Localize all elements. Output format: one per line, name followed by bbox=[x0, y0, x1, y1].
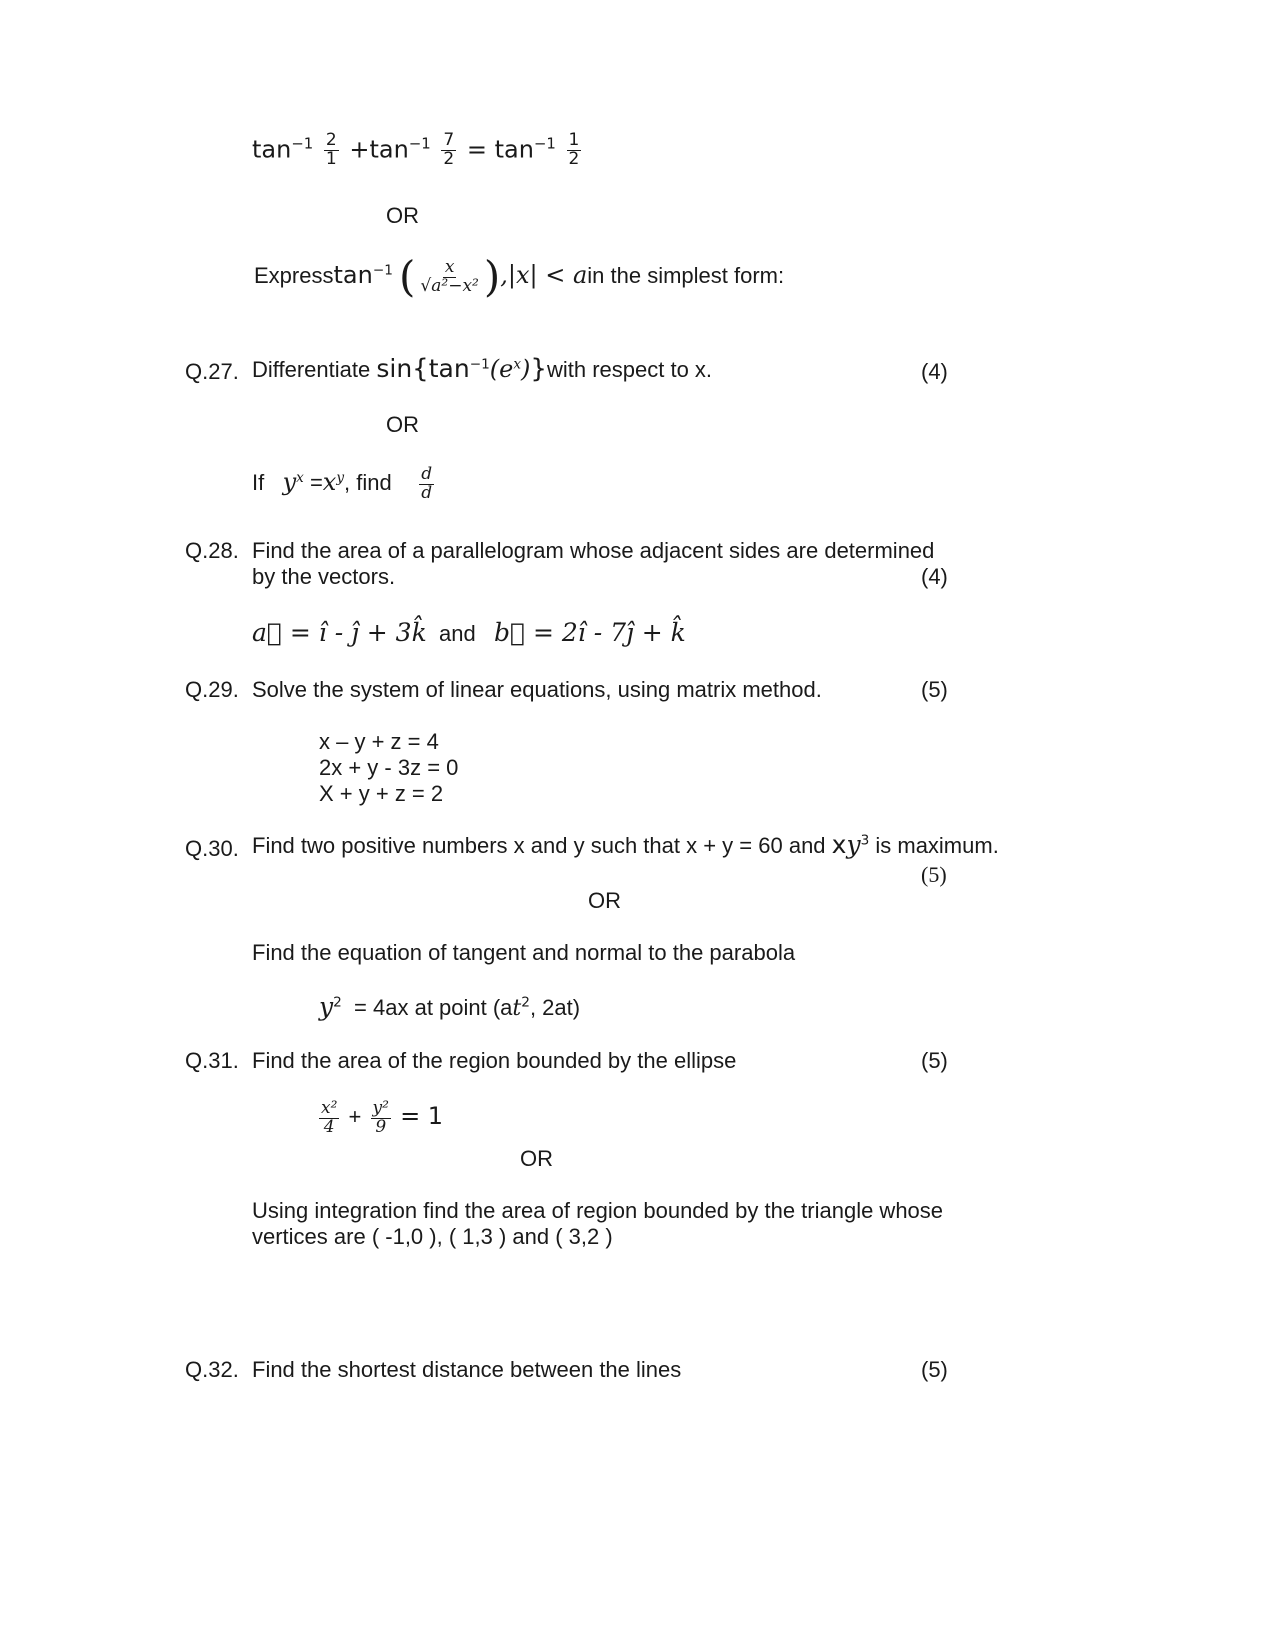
marks: (5) bbox=[921, 677, 948, 702]
question-28-line1: Find the area of a parallelogram whose adjacent sides are determined bbox=[252, 538, 935, 563]
question-31-text: Find the area of the region bounded by the ellipse bbox=[252, 1048, 737, 1073]
parabola-equation: $y^2 = 4ax$ at point ($at^2$, 2at) bbox=[319, 992, 581, 1021]
linear-equation: X + y + z = 2 bbox=[319, 781, 444, 806]
question-number: Q.31. bbox=[185, 1048, 239, 1073]
question-32-text: Find the shortest distance between the lines bbox=[252, 1357, 682, 1382]
marks: (4) bbox=[921, 359, 948, 384]
question-31-alternative-line1: Using integration find the area of region bounded by the triangle whose bbox=[252, 1198, 944, 1223]
question-28-line2: by the vectors. bbox=[252, 564, 396, 589]
or-separator: OR bbox=[386, 203, 419, 228]
marks: (5) bbox=[921, 862, 947, 887]
question-number: Q.27. bbox=[185, 359, 239, 384]
ellipse-equation: $\frac{\text{x²}}{4}$ + $\frac{\text{y²}}{9}$ = 1 bbox=[321, 1098, 444, 1137]
linear-equation: x – y + z = 4 bbox=[319, 729, 439, 754]
question-number: Q.28. bbox=[185, 538, 239, 563]
equation-tan-sum: $\tan^{-1}$ $\frac{2}{1}$ $+\tan^{-1}$ $\frac{7}{2}$ = $\tan^{-1}$ $\frac{1}{2}$ bbox=[252, 130, 580, 169]
question-31-alternative-line2: vertices are ( -1,0 ), ( 1,3 ) and ( 3,2 ) bbox=[252, 1224, 613, 1249]
question-30-alternative: Find the equation of tangent and normal to the parabola bbox=[252, 940, 796, 965]
marks: (5) bbox=[921, 1357, 948, 1382]
question-27-alternative: If $y^x =x^y$, find $\frac{d}{d}$ bbox=[252, 464, 433, 503]
vector-definitions: a⃗ = î - ĵ + 3k̂ and b⃗ = 2î - 7ĵ + k̂ bbox=[252, 618, 686, 647]
question-30-text: Find two positive numbers x and y such that x + y = 60 and $xy^3$ is maximum. bbox=[252, 830, 999, 859]
marks: (4) bbox=[921, 564, 948, 589]
question-29-text: Solve the system of linear equations, using matrix method. bbox=[252, 677, 822, 702]
question-number: Q.29. bbox=[185, 677, 239, 702]
or-separator: OR bbox=[386, 412, 419, 437]
or-separator: OR bbox=[588, 888, 621, 913]
express-question: Expresstan$^{-1}$ ( $\frac{x}{\text{√a²−x²}}$ ),|x| < ain the simplest form: bbox=[254, 252, 785, 301]
or-separator: OR bbox=[520, 1146, 553, 1171]
marks: (5) bbox=[921, 1048, 948, 1073]
question-number: Q.30. bbox=[185, 836, 239, 861]
question-number: Q.32. bbox=[185, 1357, 239, 1382]
linear-equation: 2x + y - 3z = 0 bbox=[319, 755, 459, 780]
question-27-text: Differentiate $\sin\{\tan^{-1}(e^x)\}with$ respect to x. bbox=[252, 354, 713, 384]
